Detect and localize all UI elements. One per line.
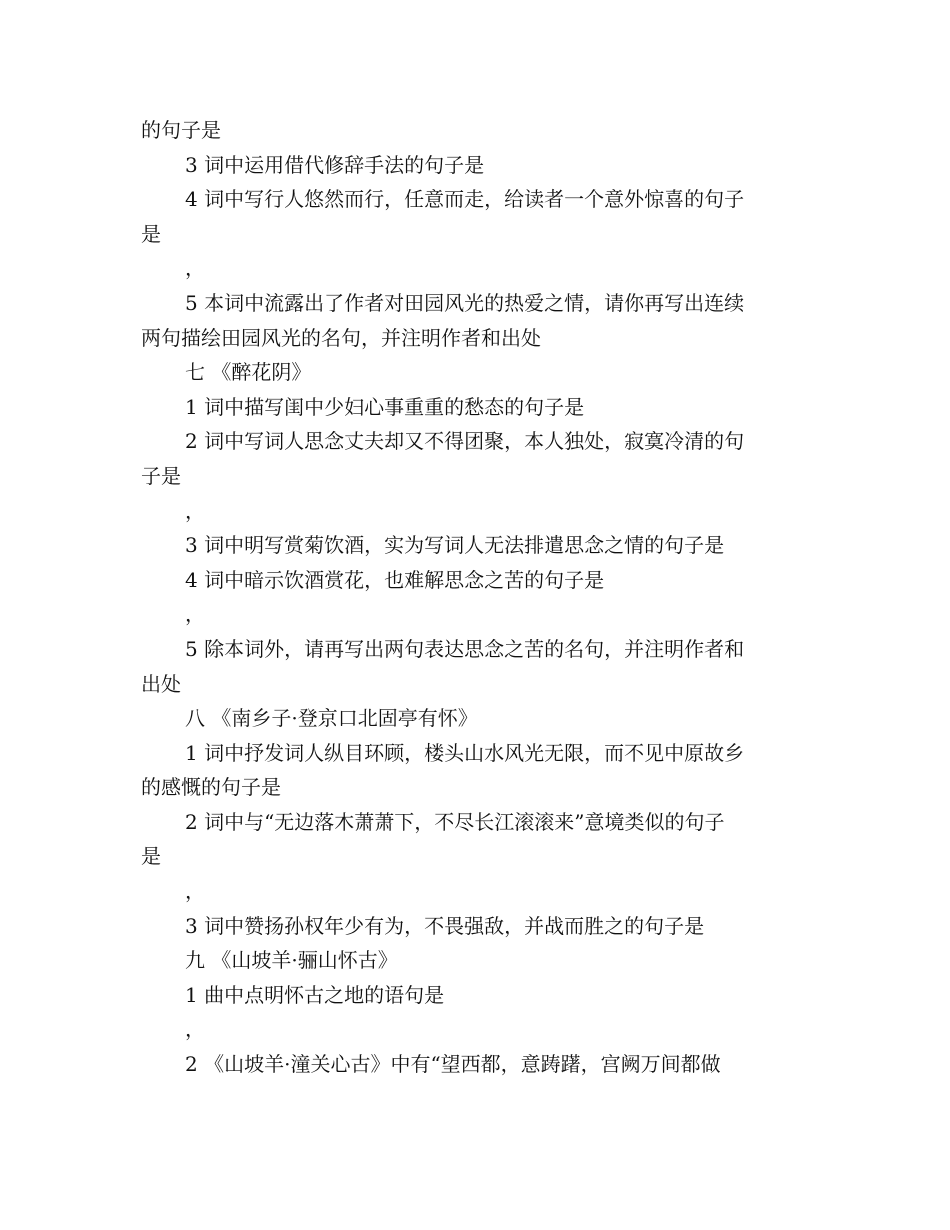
text-line: 4 词中暗示饮酒赏花，也难解思念之苦的句子是 <box>185 567 605 592</box>
text-line: 4 词中写行人悠然而行，任意而走，给读者一个意外惊喜的句子 <box>185 187 745 212</box>
text-line: ， <box>185 602 205 627</box>
text-line: 5 除本词外，请再写出两句表达思念之苦的名句，并注明作者和 <box>185 636 745 661</box>
text-line: 3 词中运用借代修辞手法的句子是 <box>185 152 485 177</box>
section-heading: 九 《山坡羊·骊山怀古》 <box>185 948 398 973</box>
text-line: 两句描绘田园风光的名句，并注明作者和出处 <box>141 325 541 350</box>
text-line: ， <box>185 879 205 904</box>
text-line: 1 曲中点明怀古之地的语句是 <box>185 982 445 1007</box>
text-line: 3 词中明写赏菊饮酒，实为写词人无法排遣思念之情的句子是 <box>185 533 725 558</box>
text-line: 2 词中写词人思念丈夫却又不得团聚，本人独处，寂寞冷清的句 <box>185 429 745 454</box>
text-line: 2 词中与“无边落木萧萧下，不尽长江滚滚来”意境类似的句子 <box>185 809 725 834</box>
text-line: 是 <box>141 844 161 869</box>
text-line: ， <box>185 1017 205 1042</box>
text-line: 1 词中抒发词人纵目环顾，楼头山水风光无限，而不见中原故乡 <box>185 740 745 765</box>
section-heading: 七 《醉花阴》 <box>185 360 312 385</box>
text-line: 是 <box>141 221 161 246</box>
text-line: 1 词中描写闺中少妇心事重重的愁态的句子是 <box>185 394 585 419</box>
document-body <box>141 113 813 1082</box>
text-line: 3 词中赞扬孙权年少有为，不畏强敌，并战而胜之的句子是 <box>185 913 705 938</box>
text-line: ， <box>185 498 205 523</box>
text-line: 出处 <box>141 671 181 696</box>
text-line: 5 本词中流露出了作者对田园风光的热爱之情，请你再写出连续 <box>185 290 745 315</box>
section-heading: 八 《南乡子·登京口北固亭有怀》 <box>185 706 478 731</box>
text-line: 的句子是 <box>141 118 221 142</box>
text-line: ， <box>185 256 205 281</box>
text-line: 2 《山坡羊·潼关心古》中有“望西都，意踌躇，宫阙万间都做 <box>185 1052 721 1077</box>
text-line: 子是 <box>141 463 181 488</box>
text-line: 的感慨的句子是 <box>141 775 281 800</box>
